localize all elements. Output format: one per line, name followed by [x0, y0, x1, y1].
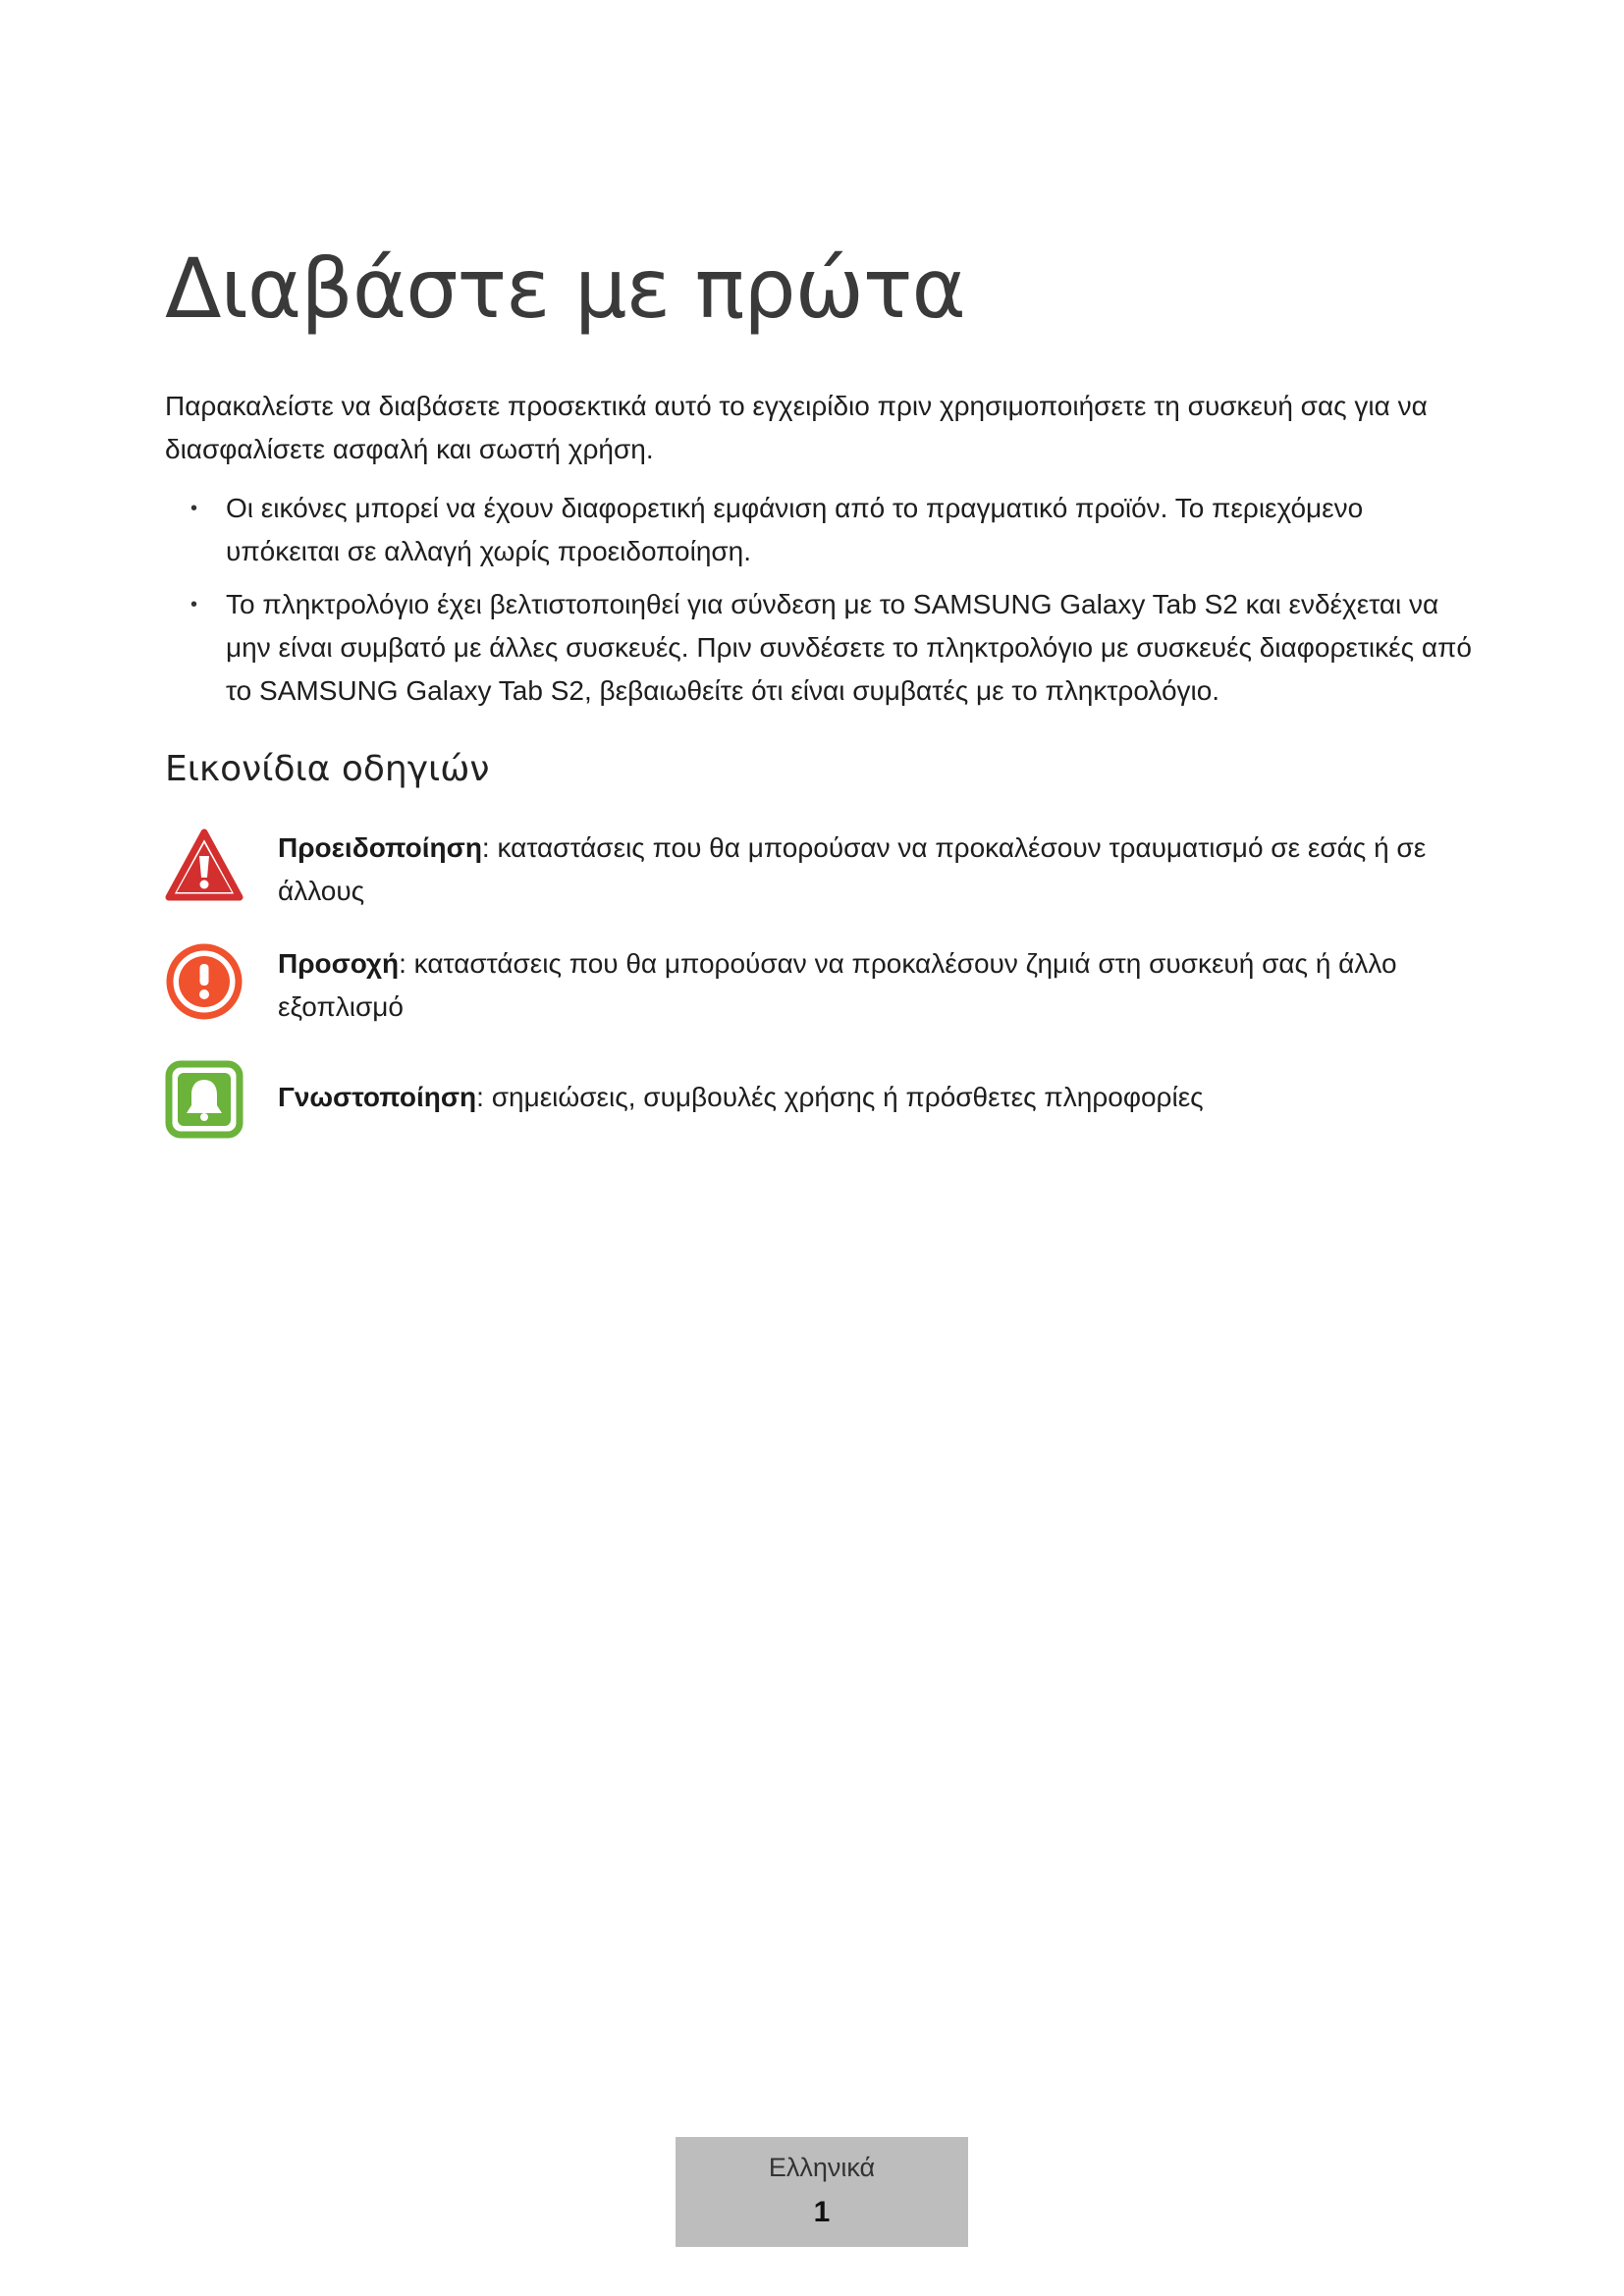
- warning-term: Προειδοποίηση: [278, 832, 482, 863]
- page-number: 1: [813, 2196, 831, 2228]
- caution-term: Προσοχή: [278, 948, 400, 979]
- notice-text: [278, 1076, 1481, 1119]
- notice-description: : σημειώσεις, συμβουλές χρήσης ή πρόσθετες πληροφορίες: [476, 1082, 1204, 1112]
- intro-paragraph: Παρακαλείστε να διαβάσετε προσεκτικά αυτό το εγχειρίδιο πριν χρησιμοποιήσετε τη συσκευή σας για να διασφαλίσετε ασφαλή και σωστή χρήση.: [165, 391, 1428, 464]
- notice-term: Γνωστοποίηση: [278, 1082, 477, 1112]
- caution-text: [278, 942, 1481, 1029]
- list-item: [165, 487, 1481, 573]
- warning-triangle-icon: [165, 827, 244, 905]
- page-title: Διαβάστε με πρώτα: [165, 240, 965, 337]
- caution-description: : καταστάσεις που θα μπορούσαν να προκαλέσουν ζημιά στη συσκευή σας ή άλλο εξοπλισμό: [278, 948, 1397, 1022]
- list-item-text: Το πληκτρολόγιο έχει βελτιστοποιηθεί για σύνδεση με το SAMSUNG Galaxy Tab S2 και ενδέχεται να μην είναι συμβατό με άλλες συσκευές. Πριν συνδέσετε το πληκτρολόγιο με συσκευές διαφορετικές από το SAMSUNG Galaxy Tab S2, βεβαιωθείτε ότι είναι συμβατές με το πληκτρολόγιο.: [226, 589, 1472, 706]
- warning-text: [278, 827, 1481, 913]
- footer-language: Ελληνικά: [768, 2153, 876, 2182]
- page-footer: [676, 2137, 968, 2247]
- list-item: [165, 583, 1481, 713]
- bullet-marker: •: [190, 498, 198, 519]
- warning-description: : καταστάσεις που θα μπορούσαν να προκαλέσουν τραυματισμό σε εσάς ή σε άλλους: [278, 832, 1427, 906]
- caution-circle-icon: [165, 942, 244, 1021]
- bullet-marker: •: [190, 594, 198, 615]
- notice-bell-icon: [165, 1060, 244, 1139]
- notes-list: [165, 487, 1481, 722]
- section-title: Εικονίδια οδηγιών: [165, 749, 490, 789]
- list-item-text: Οι εικόνες μπορεί να έχουν διαφορετική εμφάνιση από το πραγματικό προϊόν. Το περιεχόμενο υπόκειται σε αλλαγή χωρίς προειδοποίηση.: [226, 493, 1364, 566]
